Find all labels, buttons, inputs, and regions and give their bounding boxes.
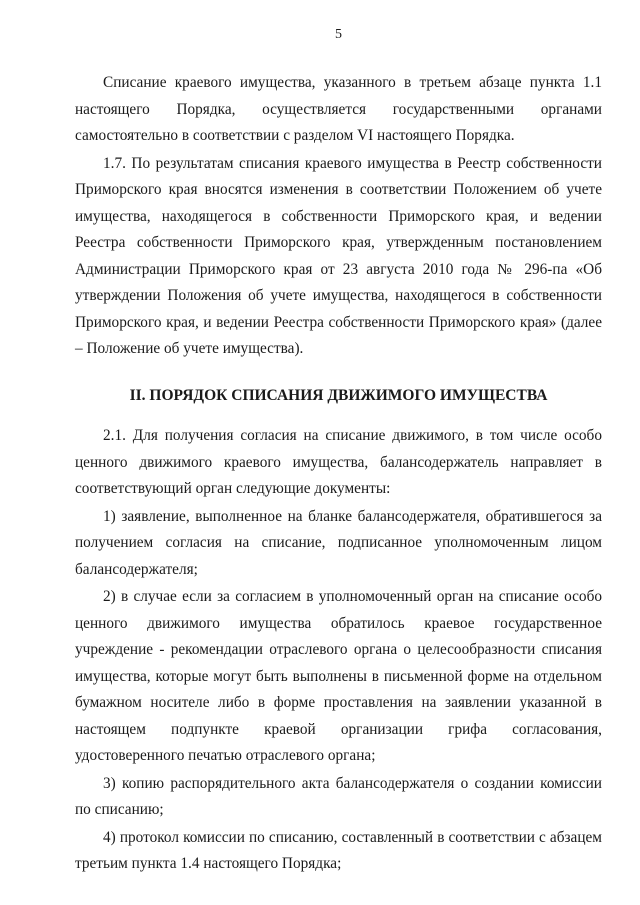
- list-item-3: 3) копию распорядительного акта балансодержателя о создании комиссии по списанию;: [75, 774, 602, 818]
- list-item-2: 2) в случае если за согласием в уполномоченный орган на списание особо ценного движимого имущества обратилось краевое государственное учреждение - рекомендации отраслевого органа о целесообразности списания имущества, которые могут быть выполнены в письменной форме на отдельном бумажном носителе либо в форме проставления на заявлении указанной в настоящем подпункте краевой организации грифа согласования, удостоверенного печатью отраслевого органа;: [75, 588, 602, 764]
- section-heading: II. ПОРЯДОК СПИСАНИЯ ДВИЖИМОГО ИМУЩЕСТВА: [129, 386, 548, 404]
- paragraph-2-1: 2.1. Для получения согласия на списание движимого, в том числе особо ценного движимого краевого имущества, балансодержатель направляет в соответствующий орган следующие документы:: [75, 427, 602, 497]
- paragraph-1-7: 1.7. По результатам списания краевого имущества в Реестр собственности Приморского края вносятся изменения в соответствии Положением об учете имущества, находящегося в собственности Приморского края, и ведении Реестра собственности Приморского края, утвержденным постановлением Администрации Приморского края от 23 августа 2010 года № 296-па «Об утверждении Положения об учете имущества, находящегося в собственности Приморского края, и ведении Реестра собственности Приморского края» (далее – Положение об учете имущества).: [75, 154, 602, 357]
- list-item-4: 4) протокол комиссии по списанию, составленный в соответствии с абзацем третьим пункта 1.4 настоящего Порядка;: [75, 828, 602, 872]
- list-item-1: 1) заявление, выполненное на бланке балансодержателя, обратившегося за получением согласия на списание, подписанное уполномоченным лицом балансодержателя;: [75, 507, 602, 578]
- paragraph-disposal-state-bodies: Списание краевого имущества, указанного в третьем абзаце пункта 1.1 настоящего Порядка, осуществляется государственными органами самостоятельно в соответствии с разделом VI настоящего Порядка.: [75, 74, 602, 144]
- page-number: 5: [335, 27, 342, 42]
